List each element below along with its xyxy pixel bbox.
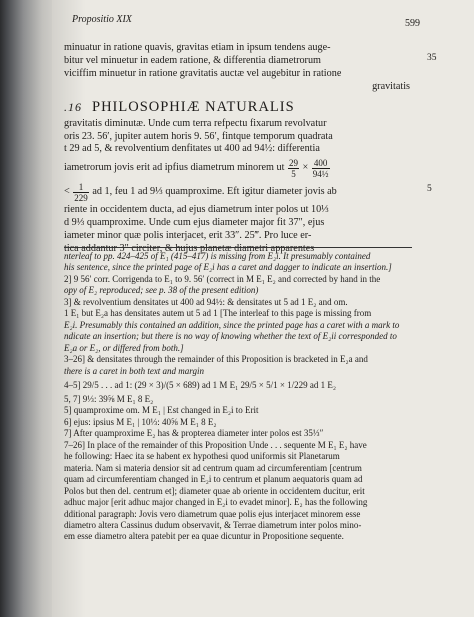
note-line: E₂i. Presumably this contained an addition, since the printed page has a caret with a mark to [64, 319, 400, 330]
text-line: gravitatis [372, 80, 410, 92]
text-span: iametrorum jovis erit ad ipfius diametrum minorem ut [64, 162, 285, 174]
note-line: 3] & revolventium densitates ut 400 ad 94½: & densitates ut 5 ad 1 E₂ and om. [64, 296, 348, 307]
text-line-with-fractions [52, 156, 412, 180]
heading-number: .16 [64, 99, 82, 114]
text-line: tica addantur 3″ circiter, & hujus planetæ diametri apparentes [64, 243, 315, 255]
note-line: E₂a or E₂, or differed from both.] [64, 342, 184, 353]
book-page [52, 0, 474, 617]
apparatus-notes [52, 251, 414, 543]
numerator: 400 [312, 158, 330, 169]
text-line: gravitatis diminutæ. Unde cum terra refpectu fixarum revolvatur [64, 117, 327, 129]
times-sign: × [299, 162, 311, 174]
note-line: diametro altera Cassinus dudum observavit, & Terrae diametrum inter polos mino- [64, 519, 362, 530]
denominator: 5 [291, 168, 296, 179]
note-line-fractions: 4–5] 29/5 . . . ad 1: (29 × 3)/(5 × 689) ad 1 M E₁ 29/5 × 5/1 × 1/229 ad 1 E₂ [64, 379, 337, 390]
note-line: he following: Haec ita se habent ex hypothesi quod uniformis sit Planetarum [64, 451, 340, 462]
section-heading [52, 97, 412, 117]
note-line: nterleaf to pp. 424–425 of E₁ (415–417) is missing from E₂i. It presumably contained [64, 251, 371, 261]
numerator: 29 [288, 157, 298, 168]
running-header: Propositio XIX [72, 14, 132, 25]
text-line: t 29 ad 5, & revolventium denfitates ut 400 ad 94½: differentia [64, 143, 320, 155]
note-line: there is a caret in both text and margin [64, 365, 204, 376]
note-line: adhuc major [erit adhuc major changed in E₂i to evadet minor]. E₂ has the following [64, 497, 368, 508]
text-span: < [64, 186, 73, 198]
margin-line-number: 5 [427, 184, 432, 194]
note-line: his sentence, since the printed page of E₂i has a caret and dagger to indicate an insertion.] [64, 262, 392, 273]
note-line: materia. Nam si materia densior sit ad centrum quam ad circumferentiam [centrum [64, 462, 362, 473]
fraction [288, 158, 299, 179]
note-line: 7–26] In place of the remainder of this Proposition Unde . . . sequente M E₁ E₂ have [64, 439, 367, 450]
main-text [52, 42, 412, 256]
note-line: 2] 9 56′ corr. Corrigenda to E₁ to 9. 56′ (correct in M E₁ E₂ and corrected by hand in the [64, 273, 381, 284]
footnote-rule [64, 247, 412, 248]
page-number: 599 [405, 18, 420, 29]
note-line: 7] After quamproxime E₂ has & propterea diameter inter polos est 35⅓″ [64, 428, 324, 439]
denominator: 94½ [312, 168, 329, 179]
note-line: em esse diametro altera patebit per ea quae dicuntur in Propositione sequente. [64, 531, 344, 542]
text-line: bitur vel minuetur in eadem ratione, & differentia diametrorum [64, 54, 321, 66]
heading-title: PHILOSOPHIÆ NATURALIS [92, 98, 295, 115]
note-line: 5] quamproxime om. M E₁ | Est changed in E₂i to Erit [64, 405, 259, 416]
note-line: Polos but then del. centrum et]; diameter quae ab oriente in occidentem ducitur, erit [64, 485, 365, 496]
note-line: ndicate an insertion; but there is no way of knowing whether the text of E₂ii corresponded to [64, 331, 397, 342]
note-line: opy of E₂ reproduced; see p. 38 of the present edition) [64, 285, 259, 296]
text-line-with-fraction [52, 180, 412, 204]
text-line: minuatur in ratione quavis, gravitas etiam in ipsum tendens auge- [64, 42, 331, 53]
note-line: 5, 7] 9⅓: 39⅝ M E₁ 8 E₂ [64, 393, 154, 404]
note-line: quam ad circumferentiam changed in E₂i to centrum et planum aequatoris quam ad [64, 474, 363, 485]
text-line: iameter minor quæ polis interjacet, erit 33″. 25‴. Pro luce er- [64, 230, 312, 242]
text-line: oris 23. 56′, jupiter autem horis 9. 56′, fintque temporum quadrata [64, 130, 333, 142]
note-line: 3–26] & densitates through the remainder of this Proposition is bracketed in E₂a and [64, 354, 368, 365]
numerator: 1 [73, 182, 89, 193]
note-line: 6] ejus: ipsius M E₁ | 10⅓: 40⅝ M E₁ 8 E₂ [64, 416, 217, 427]
text-line: d 9⅓ quamproxime. Unde cum ejus diameter major fit 37″, ejus [64, 217, 325, 229]
denominator: 229 [74, 192, 88, 203]
note-line: 1 E₁ but E₂a has densitates autem ut 5 ad 1 [The interleaf to this page is missing from [64, 308, 372, 319]
fraction [312, 158, 330, 179]
text-line: riente in occidentem ducta, ad ejus diametrum inter polos ut 10⅓ [64, 204, 329, 216]
fraction [73, 182, 89, 203]
text-line: viciffim minuetur in ratione gravitatis auctæ vel augebitur in ratione [64, 67, 342, 79]
note-line: dditional paragraph: Jovis vero diametrum quae polis ejus interjacet minorem esse [64, 508, 361, 519]
margin-line-number: 35 [427, 53, 437, 63]
text-span: ad 1, feu 1 ad 9⅓ quamproxime. Eft igitur diameter jovis ab [89, 186, 337, 198]
